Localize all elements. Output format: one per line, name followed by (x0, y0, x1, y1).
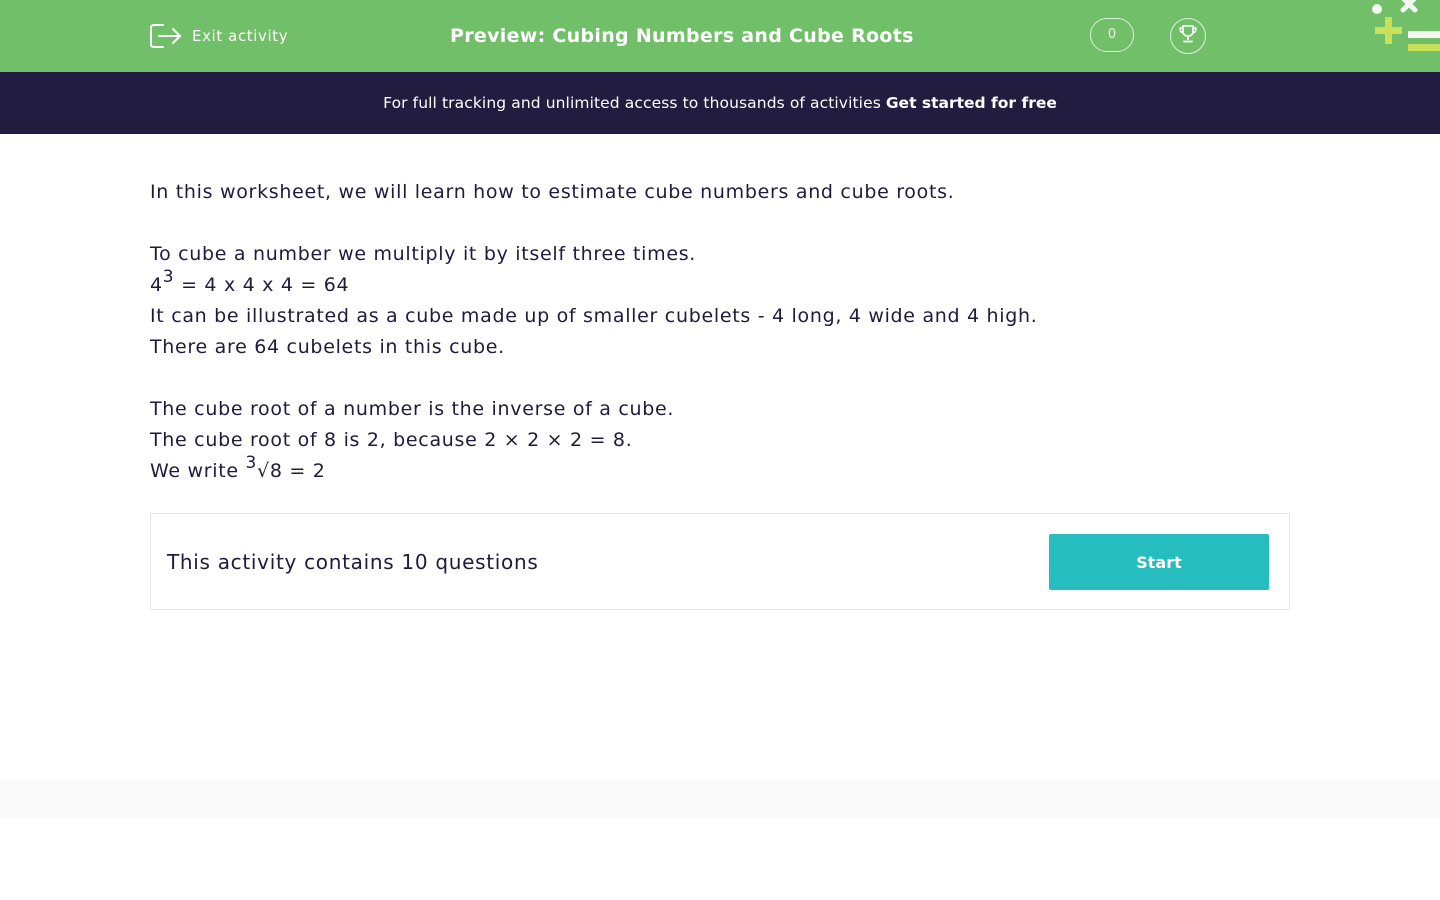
exit-activity-button[interactable] (150, 22, 288, 50)
intro-line: The cube root of 8 is 2, because 2 × 2 × 2 = 8. (150, 429, 633, 451)
top-bar (0, 0, 1440, 72)
promo-text: For full tracking and unlimited access to thousands of activities (383, 94, 881, 112)
root-prefix: We write (150, 460, 246, 482)
equation-rest: = 4 x 4 x 4 = 64 (174, 274, 350, 296)
promo-banner (0, 72, 1440, 134)
root-index: 3 (245, 453, 258, 473)
exit-icon (150, 23, 182, 49)
page-title: Preview: Cubing Numbers and Cube Roots (450, 25, 914, 47)
intro-line: The cube root of a number is the inverse of a cube. (150, 398, 675, 420)
equation-exponent: 3 (162, 267, 175, 287)
trophy-icon (1177, 23, 1199, 49)
question-count-text: This activity contains 10 questions (167, 550, 539, 574)
get-started-link[interactable]: Get started for free (885, 94, 1057, 112)
start-button[interactable]: Start (1049, 534, 1269, 590)
footer-strip (0, 780, 1440, 818)
score-badge: 0 (1090, 18, 1134, 52)
cube-equation (150, 267, 1290, 301)
intro-line: There are 64 cubelets in this cube. (150, 336, 505, 358)
equation-base: 4 (150, 274, 163, 296)
activity-start-card (150, 513, 1290, 610)
cube-root-notation (150, 453, 1290, 487)
root-rest: √8 = 2 (257, 460, 326, 482)
math-symbols-logo (1366, 0, 1440, 60)
intro-line: It can be illustrated as a cube made up of smaller cubelets - 4 long, 4 wide and 4 high. (150, 305, 1038, 327)
intro-line: In this worksheet, we will learn how to estimate cube numbers and cube roots. (150, 181, 955, 203)
intro-line: To cube a number we multiply it by itself three times. (150, 243, 697, 265)
trophy-button[interactable] (1170, 18, 1206, 54)
exit-activity-label: Exit activity (192, 27, 289, 45)
activity-introduction (150, 177, 1290, 487)
